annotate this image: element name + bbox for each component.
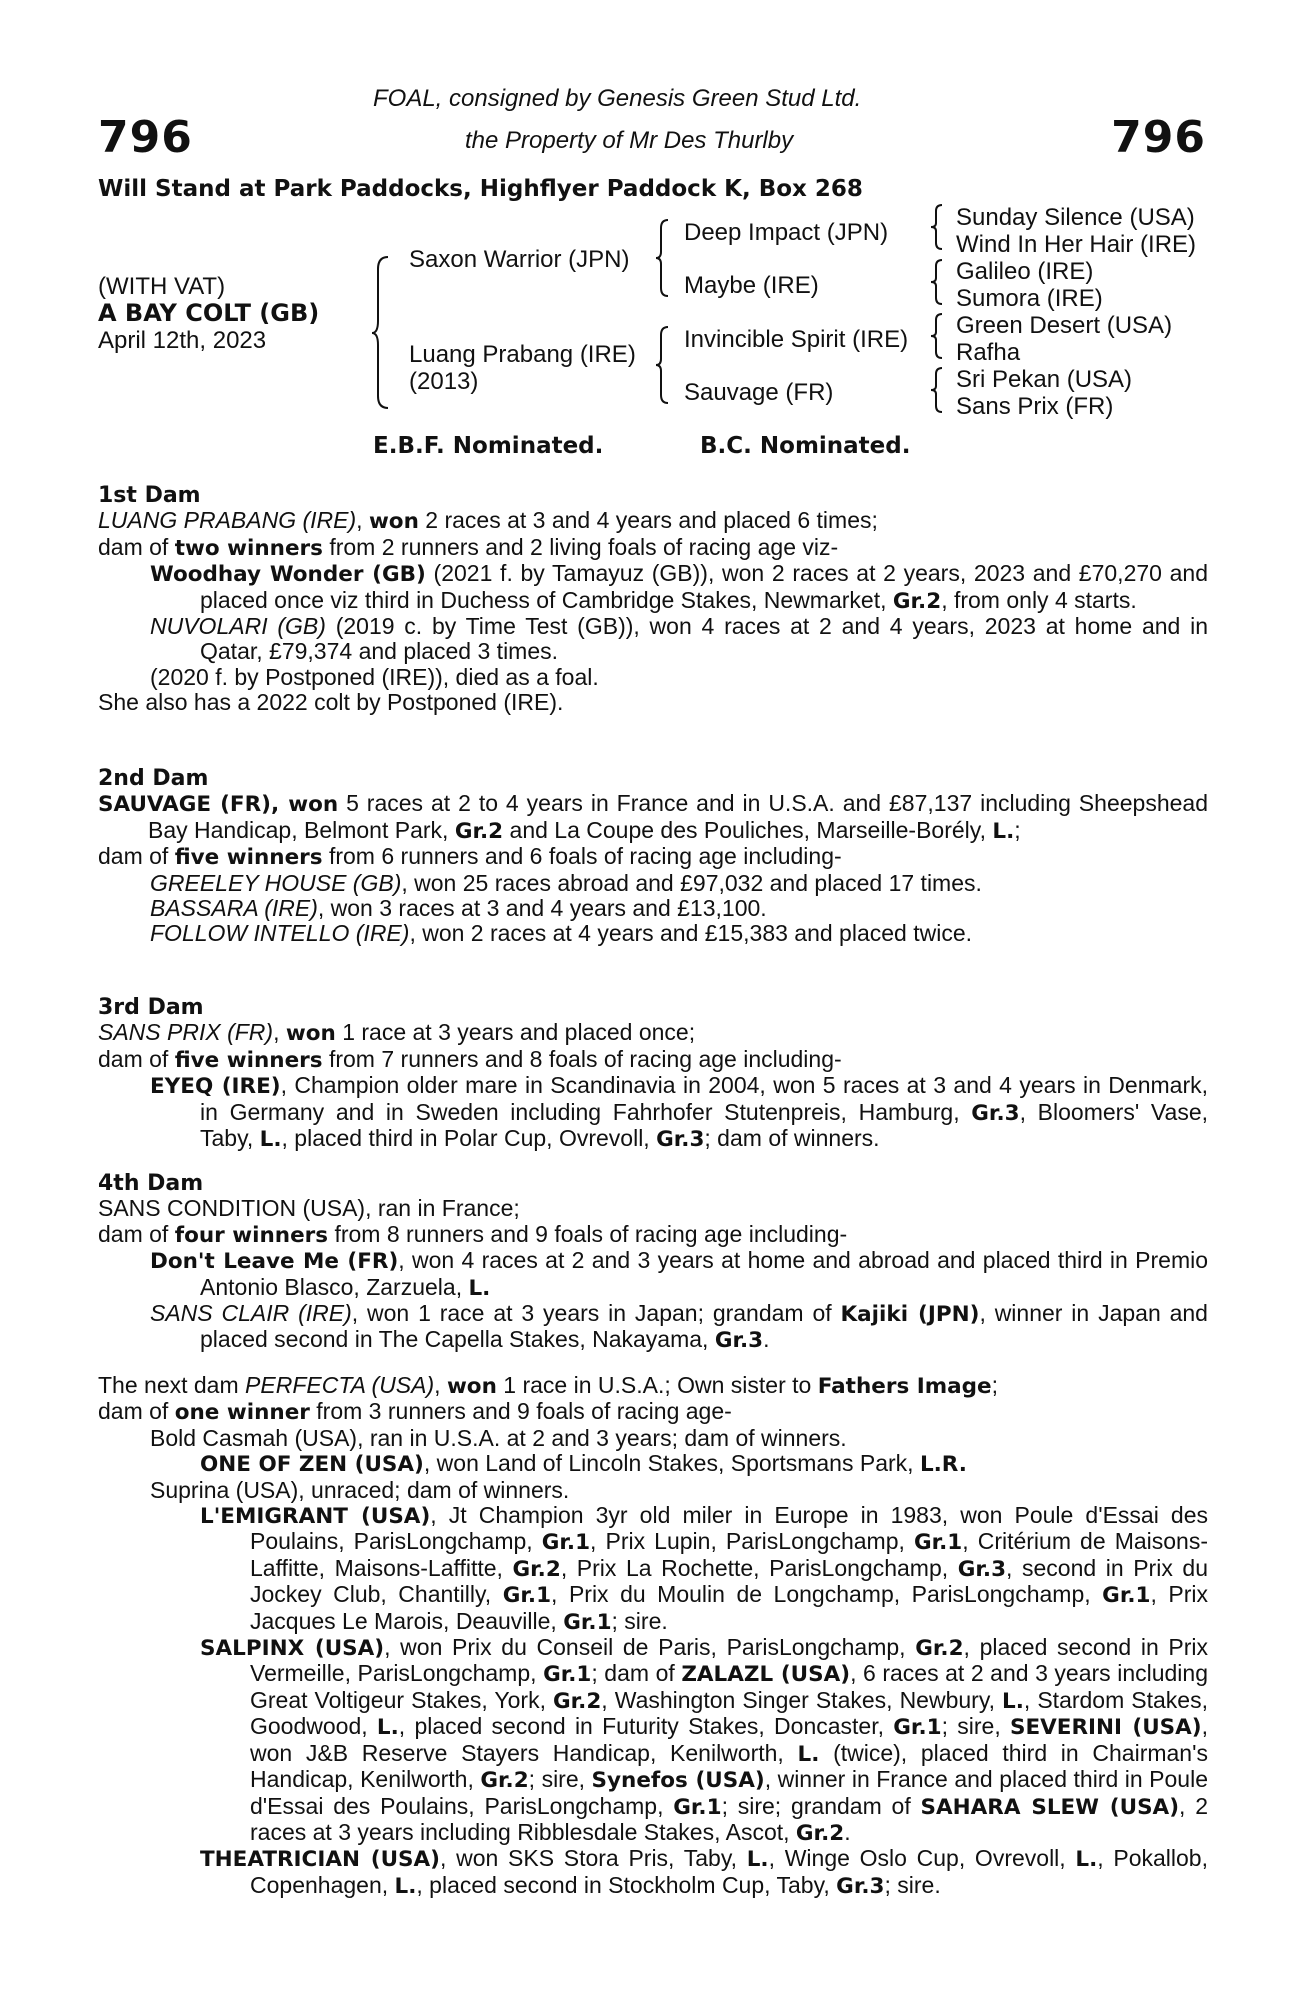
pedigree-sdd: Sumora (IRE) <box>956 285 1103 312</box>
pedigree-brace-dd <box>928 366 946 414</box>
pedigree-ssd: Wind In Her Hair (IRE) <box>956 231 1197 258</box>
pedigree-brace-ss <box>928 203 946 251</box>
consignor-line: FOAL, consigned by Genesis Green Stud Ltd. <box>373 85 862 112</box>
produce-entry: FOLLOW INTELLO (IRE), won 2 races at 4 years and £15,383 and placed twice. <box>150 920 973 947</box>
vat-note: (WITH VAT) <box>98 273 226 300</box>
pedigree-sire-sire: Deep Impact (JPN) <box>684 219 889 246</box>
property-line: the Property of Mr Des Thurlby <box>465 127 794 154</box>
third-dam-title: 3rd Dam <box>98 995 204 1020</box>
pedigree-dam-year: (2013) <box>409 368 479 395</box>
produce-entry: SANS CLAIR (IRE), won 1 race at 3 years in Japan; grandam of Kajiki (JPN), winner in Japan and placed second in The Capella Stakes, Nakayama, Gr.3. <box>150 1300 1208 1354</box>
pedigree-brace-ds <box>928 312 946 360</box>
pedigree-sire-dam: Maybe (IRE) <box>684 272 819 299</box>
pedigree-dsd: Rafha <box>956 339 1021 366</box>
produce-entry: (2020 f. by Postponed (IRE)), died as a foal. <box>150 663 599 690</box>
produce-entry: BASSARA (IRE), won 3 races at 3 and 4 years and £13,100. <box>150 895 767 922</box>
pedigree-sds: Galileo (IRE) <box>956 258 1094 285</box>
pedigree-dam-sire: Invincible Spirit (IRE) <box>684 326 909 353</box>
pedigree-sss: Sunday Silence (USA) <box>956 204 1195 231</box>
pedigree-sire: Saxon Warrior (JPN) <box>409 246 630 273</box>
pedigree-brace-sire <box>654 218 672 298</box>
pedigree-brace-main <box>370 255 394 410</box>
produce-entry: Woodhay Wonder (GB) (2021 f. by Tamayuz (GB)), won 2 races at 2 years, 2023 and £70,270 and placed once viz third in Duchess of Cambridge Stakes, Newmarket, Gr.2, from only 4 starts. <box>150 560 1208 614</box>
bc-nomination: B.C. Nominated. <box>700 433 911 459</box>
first-dam-title: 1st Dam <box>98 483 201 508</box>
produce-entry: L'EMIGRANT (USA), Jt Champion 3yr old miler in Europe in 1983, won Poule d'Essai des Poulains, ParisLongchamp, Gr.1, Prix Lupin, ParisLongchamp, Gr.1, Critérium de Maisons-Laffitte, Maisons-Laffitte, Gr.2, Prix La Rochette, ParisLongchamp, Gr.3, second in Prix du Jockey Club, Chantilly, Gr.1, Prix du Moulin de Longchamp, ParisLongchamp, Gr.1, Prix Jacques Le Marois, Deauville, Gr.1; sire. <box>200 1502 1209 1635</box>
produce-entry: Don't Leave Me (FR), won 4 races at 2 and 3 years at home and abroad and placed third in Premio Antonio Blasco, Zarzuela, L. <box>150 1247 1209 1301</box>
produce-entry: SALPINX (USA), won Prix du Conseil de Paris, ParisLongchamp, Gr.2, placed second in Prix Vermeille, ParisLongchamp, Gr.1; dam of ZALAZL (USA), 6 races at 2 and 3 years including Great Voltigeur Stakes, York, Gr.2, Washington Singer Stakes, Newbury, L., Stardom Stakes, Goodwood, L., placed second in Futurity Stakes, Doncaster, Gr.1; sire, SEVERINI (USA), won J&B Reserve Stayers Handicap, Kenilworth, L. (twice), placed third in Chairman's Handicap, Kenilworth, Gr.2; sire, Synefos (USA), winner in France and placed third in Poule d'Essai des Poulains, ParisLongchamp, Gr.1; sire; grandam of SAHARA SLEW (USA), 2 races at 3 years including Ribblesdale Stakes, Ascot, Gr.2. <box>200 1634 1209 1846</box>
fourth-dam-name: SANS CONDITION (USA), ran in France; <box>98 1195 520 1222</box>
produce-entry: Suprina (USA), unraced; dam of winners. <box>150 1476 570 1503</box>
first-dam-name: LUANG PRABANG (IRE) <box>98 507 357 534</box>
fourth-dam-section: 4th Dam SANS CONDITION (USA), ran in France; dam of four winners from 8 runners and 9 foals of racing age including- Don't Leave Me (FR), won 4 races at 2 and 3 years at home and abroad and placed third in Premio Antonio Blasco, Zarzuela, L. SANS CLAIR (IRE), won 1 race at 3 years in Japan; grandam of Kajiki (JPN), winner in Japan and placed second in The Capella Stakes, Nakayama, Gr.3. <box>98 1171 1209 1354</box>
pedigree-ddd: Sans Prix (FR) <box>956 393 1114 420</box>
pedigree-brace-sd <box>928 258 946 306</box>
produce-entry: THEATRICIAN (USA), won SKS Stora Pris, Taby, L., Winge Oslo Cup, Ovrevoll, L., Pokallob, Copenhagen, L., placed second in Stockholm Cup, Taby, Gr.3; sire. <box>200 1845 1208 1899</box>
produce-note: She also has a 2022 colt by Postponed (IRE). <box>98 689 564 716</box>
third-dam-name: SANS PRIX (FR) <box>98 1019 274 1046</box>
foaling-date: April 12th, 2023 <box>98 327 267 354</box>
produce-entry: NUVOLARI (GB) (2019 c. by Time Test (GB)), won 4 races at 2 and 4 years, 2023 at home and in Qatar, £79,374 and placed 3 times. <box>150 613 1209 665</box>
second-dam-name: SAUVAGE (FR) <box>98 792 271 818</box>
pedigree-dam: Luang Prabang (IRE) <box>409 341 636 368</box>
pedigree-dam-dam: Sauvage (FR) <box>684 379 834 406</box>
pedigree-dss: Green Desert (USA) <box>956 312 1173 339</box>
produce-name: NUVOLARI (GB) <box>150 613 326 640</box>
produce-entry: Bold Casmah (USA), ran in U.S.A. at 2 and 3 years; dam of winners. <box>150 1424 847 1451</box>
winners-count: two winners <box>174 535 323 561</box>
produce-entry: GREELEY HOUSE (GB), won 25 races abroad and £97,032 and placed 17 times. <box>150 869 982 896</box>
next-dam-section: The next dam PERFECTA (USA), won 1 race in U.S.A.; Own sister to Fathers Image; dam of one winner from 3 runners and 9 foals of racing age- Bold Casmah (USA), ran in U.S.A. at 2 and 3 years; dam of winners. ONE OF ZEN (USA), won Land of Lincoln Stakes, Sportsmans Park, L.R. Suprina (USA), unraced; dam of winners. L'EMIGRANT (USA), Jt Champion 3yr old miler in Europe in 1983, won Poule d'Essai des Poulains, ParisLongchamp, Gr.1, Prix Lupin, ParisLongchamp, Gr.1, Critérium de Maisons-Laffitte, Maisons-Laffitte, Gr.2, Prix La Rochette, ParisLongchamp, Gr.3, second in Prix du Jockey Club, Chantilly, Gr.1, Prix du Moulin de Longchamp, ParisLongchamp, Gr.1, Prix Jacques Le Marois, Deauville, Gr.1; sire. SALPINX (USA), won Prix du Conseil de Paris, ParisLongchamp, Gr.2, placed second in Prix Vermeille, ParisLongchamp, Gr.1; dam of ZALAZL (USA), 6 races at 2 and 3 years including Great Voltigeur Stakes, York, Gr.2, Washington Singer Stakes, Newbury, L., Stardom Stakes, Goodwood, L., placed second in Futurity Stakes, Doncaster, Gr.1; sire, SEVERINI (USA), won J&B Reserve Stayers Handicap, Kenilworth, L. (twice), placed third in Chairman's Handicap, Kenilworth, Gr.2; sire, Synefos (USA), winner in France and placed third in Poule d'Essai des Poulains, ParisLongchamp, Gr.1; sire; grandam of SAHARA SLEW (USA), 2 races at 3 years including Ribblesdale Stakes, Ascot, Gr.2. THEATRICIAN (USA), won SKS Stora Pris, Taby, L., Winge Oslo Cup, Ovrevoll, L., Pokallob, Copenhagen, L., placed second in Stockholm Cup, Taby, Gr.3; sire. <box>98 1372 1209 1899</box>
horse-name: A BAY COLT (GB) <box>98 299 320 327</box>
lot-number-left: 796 <box>98 112 193 163</box>
won-label: won <box>368 509 419 535</box>
produce-entry: ONE OF ZEN (USA), won Land of Lincoln Stakes, Sportsmans Park, L.R. <box>200 1450 967 1478</box>
pedigree-brace-dam <box>654 325 672 405</box>
fourth-dam-title: 4th Dam <box>98 1171 204 1196</box>
first-dam-section: 1st Dam LUANG PRABANG (IRE), won 2 races at 3 and 4 years and placed 6 times; dam of two winners from 2 runners and 2 living foals of racing age viz- Woodhay Wonder (GB) (2021 f. by Tamayuz (GB)), won 2 races at 2 years, 2023 and £70,270 and placed once viz third in Duchess of Cambridge Stakes, Newmarket, Gr.2, from only 4 starts. NUVOLARI (GB) (2019 c. by Time Test (GB)), won 4 races at 2 and 4 years, 2023 at home and in Qatar, £79,374 and placed 3 times. (2020 f. by Postponed (IRE)), died as a foal. She also has a 2022 colt by Postponed (IRE). <box>98 483 1209 716</box>
second-dam-section: 2nd Dam SAUVAGE (FR), won 5 races at 2 to 4 years in France and in U.S.A. and £87,137 including Sheepshead Bay Handicap, Belmont Park, Gr.2 and La Coupe des Pouliches, Marseille-Borély, L.; dam of five winners from 6 runners and 6 foals of racing age including- GREELEY HOUSE (GB), won 25 races abroad and £97,032 and placed 17 times. BASSARA (IRE), won 3 races at 3 and 4 years and £13,100. FOLLOW INTELLO (IRE), won 2 races at 4 years and £15,383 and placed twice. <box>98 766 1208 947</box>
stand-line: Will Stand at Park Paddocks, Highflyer Paddock K, Box 268 <box>98 176 863 202</box>
produce-name: Woodhay Wonder (GB) <box>150 562 426 588</box>
third-dam-section: 3rd Dam SANS PRIX (FR), won 1 race at 3 years and placed once; dam of five winners from 7 runners and 8 foals of racing age including- EYEQ (IRE), Champion older mare in Scandinavia in 2004, won 5 races at 3 and 4 years in Denmark, in Germany and in Sweden including Fahrhofer Stutenpreis, Hamburg, Gr.3, Bloomers' Vase, Taby, L., placed third in Polar Cup, Ovrevoll, Gr.3; dam of winners. <box>98 995 1208 1153</box>
second-dam-title: 2nd Dam <box>98 766 209 791</box>
pedigree-dds: Sri Pekan (USA) <box>956 366 1133 393</box>
lot-number-right: 796 <box>1111 112 1206 163</box>
produce-entry: EYEQ (IRE), Champion older mare in Scandinavia in 2004, won 5 races at 3 and 4 years in Denmark, in Germany and in Sweden including Fahrhofer Stutenpreis, Hamburg, Gr.3, Bloomers' Vase, Taby, L., placed third in Polar Cup, Ovrevoll, Gr.3; dam of winners. <box>150 1072 1208 1153</box>
ebf-nomination: E.B.F. Nominated. <box>373 433 604 459</box>
